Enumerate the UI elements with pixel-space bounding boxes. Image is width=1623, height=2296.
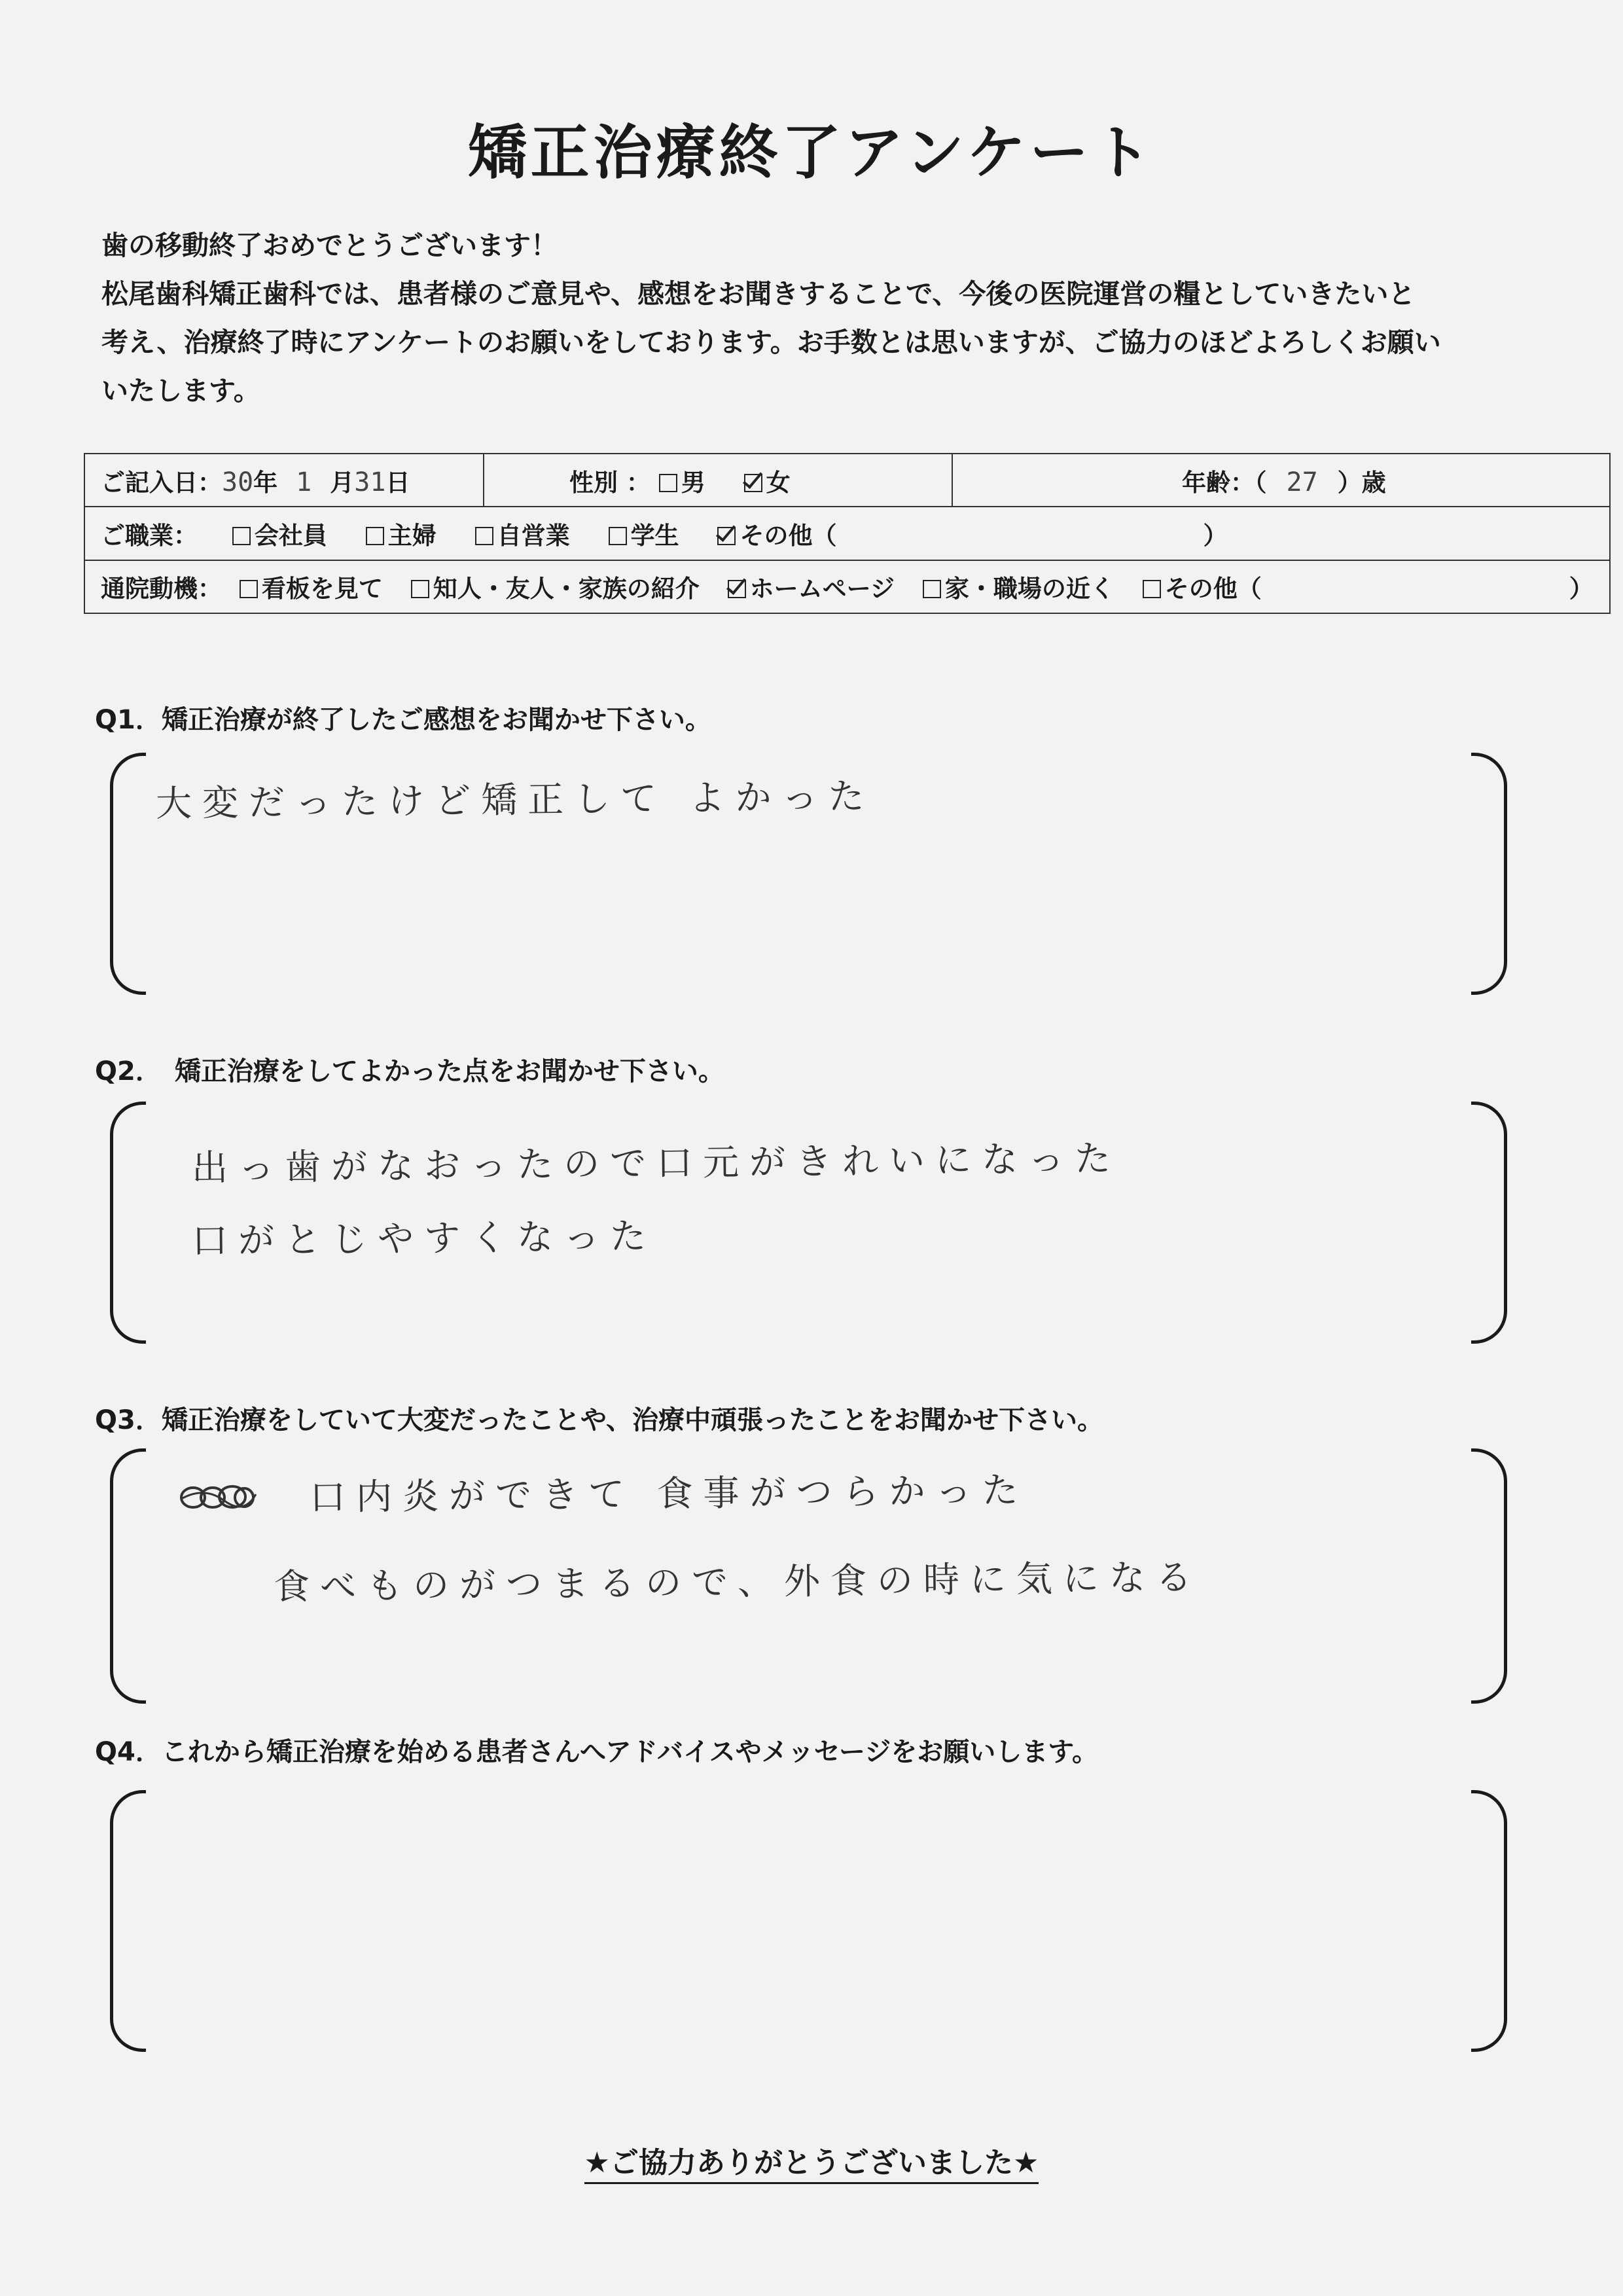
occupation-cell xyxy=(84,507,1610,560)
gender-female-checkbox[interactable] xyxy=(744,474,762,492)
question-2: Q2． 矯正治療をしてよかった点をお聞かせ下さい。 xyxy=(95,1056,724,1086)
date-label: ご記入日： xyxy=(101,468,222,497)
occupation-option-company: 会社員 xyxy=(254,521,327,550)
occupation-close-paren: ） xyxy=(1203,521,1228,550)
answer-2-line-2: 口がとじやすくなった xyxy=(191,1215,657,1262)
info-row-3 xyxy=(84,560,1610,613)
motive-other-checkbox[interactable] xyxy=(1143,580,1161,598)
age-value: 27 xyxy=(1286,467,1318,497)
motive-option-homepage: ホームページ xyxy=(749,575,895,603)
motive-signboard-checkbox[interactable] xyxy=(240,580,258,598)
occupation-label: ご職業： xyxy=(101,521,198,550)
info-row-2 xyxy=(84,507,1610,560)
right-bracket xyxy=(1471,1790,1507,2052)
age-cell[interactable] xyxy=(952,454,1610,507)
age-unit: ）歳 xyxy=(1337,468,1386,497)
motive-close-paren: ） xyxy=(1569,575,1594,603)
occupation-option-other: その他（ xyxy=(740,521,837,550)
intro-line-2: 松尾歯科矯正歯科では、患者様のご意見や、感想をお聞きすることで、今後の医院運営の糧としていきたいと xyxy=(101,278,1416,310)
gender-cell xyxy=(484,454,952,507)
motive-label: 通院動機： xyxy=(101,575,222,603)
intro-line-3: 考え、治療終了時にアンケートのお願いをしております。お手数とは思いますが、ご協力のほどよろしくお願い xyxy=(101,327,1441,358)
occupation-company-checkbox[interactable] xyxy=(232,527,251,545)
gender-label: 性別 ： xyxy=(569,468,651,497)
date-cell[interactable] xyxy=(84,454,484,507)
motive-nearby-checkbox[interactable] xyxy=(923,580,941,598)
occupation-selfemployed-checkbox[interactable] xyxy=(475,527,493,545)
answer-2-line-1: 出っ歯がなおったので口元がきれいになった xyxy=(191,1137,1122,1189)
crossed-out-scribble xyxy=(179,1481,260,1514)
date-month: 1 xyxy=(296,467,312,497)
question-3: Q3．矯正治療をしていて大変だったことや、治療中頑張ったことをお聞かせ下さい。 xyxy=(95,1405,1104,1435)
occupation-option-housewife: 主婦 xyxy=(387,521,437,550)
left-bracket xyxy=(110,1790,146,2052)
motive-option-signboard: 看板を見て xyxy=(261,575,383,603)
question-1: Q1．矯正治療が終了したご感想をお聞かせ下さい。 xyxy=(95,705,711,735)
motive-homepage-checkbox[interactable] xyxy=(728,580,746,598)
date-day-unit: 日 xyxy=(385,468,410,497)
footer-text: ★ご協力ありがとうございました★ xyxy=(584,2146,1039,2184)
answer-1-line-1: 大変だったけど矯正して よかった xyxy=(155,775,875,825)
respondent-info-table xyxy=(84,453,1611,614)
motive-referral-checkbox[interactable] xyxy=(411,580,429,598)
occupation-student-checkbox[interactable] xyxy=(609,527,627,545)
intro-line-1: 歯の移動終了おめでとうございます！ xyxy=(101,230,558,261)
answer-3-line-2: 食べものがつまるので、外食の時に気になる xyxy=(273,1556,1203,1608)
occupation-option-selfemployed: 自営業 xyxy=(497,521,570,550)
right-bracket xyxy=(1471,1448,1507,1704)
age-label: 年齢：（ xyxy=(1182,468,1267,497)
date-year: 30 xyxy=(222,467,254,497)
info-row-1 xyxy=(84,454,1610,507)
intro-text xyxy=(101,221,1541,415)
intro-line-4: いたします。 xyxy=(101,375,260,406)
occupation-option-student: 学生 xyxy=(630,521,679,550)
gender-male-checkbox[interactable] xyxy=(659,474,677,492)
right-bracket xyxy=(1471,1102,1507,1344)
motive-option-referral: 知人・友人・家族の紹介 xyxy=(433,575,700,603)
answer-box-1[interactable] xyxy=(110,753,1507,995)
occupation-housewife-checkbox[interactable] xyxy=(366,527,384,545)
left-bracket xyxy=(110,1448,146,1704)
answer-box-4[interactable] xyxy=(110,1790,1507,2052)
page-title: 矯正治療終了アンケート xyxy=(467,118,1156,187)
right-bracket xyxy=(1471,753,1507,995)
date-month-unit: 月 xyxy=(330,468,355,497)
gender-female-label: 女 xyxy=(766,468,791,497)
left-bracket xyxy=(110,753,146,995)
motive-cell xyxy=(84,560,1610,613)
footer-thanks xyxy=(0,2139,1623,2181)
answer-box-3[interactable] xyxy=(110,1448,1507,1704)
left-bracket xyxy=(110,1102,146,1344)
date-year-unit: 年 xyxy=(253,468,278,497)
gender-male-label: 男 xyxy=(681,468,705,497)
question-4: Q4．これから矯正治療を始める患者さんへアドバイスやメッセージをお願いします。 xyxy=(95,1737,1099,1767)
occupation-other-checkbox[interactable] xyxy=(717,527,736,545)
motive-option-other: その他（ xyxy=(1164,575,1262,603)
answer-box-2[interactable] xyxy=(110,1102,1507,1344)
motive-option-nearby: 家・職場の近く xyxy=(944,575,1115,603)
date-day: 31 xyxy=(354,467,386,497)
answer-3-line-1: 口内炎ができて 食事がつらかった xyxy=(309,1469,1029,1518)
